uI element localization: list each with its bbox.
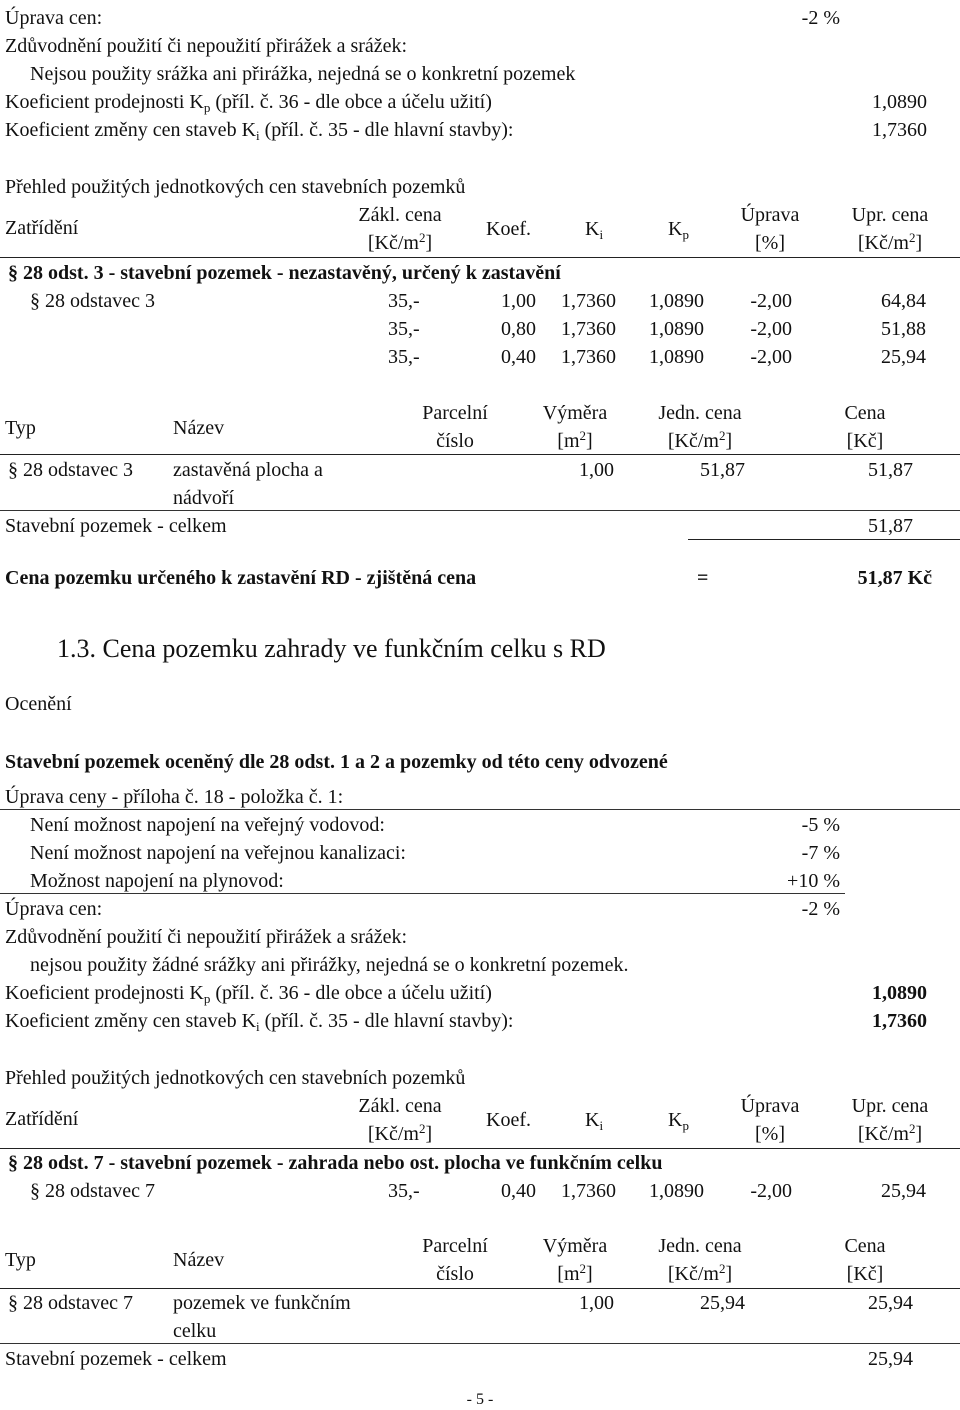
cell-zakl: 35,- <box>388 1180 420 1202</box>
prehled-title: Přehled použitých jednotkových cen stavebních pozemků <box>5 176 466 198</box>
page-number: - 5 - <box>466 1391 494 1408</box>
col-koef: Koef. <box>486 1109 531 1131</box>
koeficient-zmeny-label: Koeficient změny cen staveb $K_i$ (příl. č. 35 - dle hlavní stavby): <box>5 119 514 143</box>
col-uprava-unit: [%] <box>755 1123 785 1145</box>
col-upr-cena-unit: $[Kč/m^2]$ <box>857 1121 923 1145</box>
item-vymera: 1,00 <box>579 1292 614 1314</box>
uprava-cen-value: -2 % <box>801 7 840 29</box>
uprava-cen-label: Úprava cen: <box>5 7 103 29</box>
col-uprava: Úprava <box>740 204 800 226</box>
section-subtitle: Stavební pozemek oceněný dle 28 odst. 1 a 2 a pozemky od této ceny odvozené <box>5 751 668 773</box>
col-zatrideni: Zatřídění <box>5 217 79 239</box>
divider <box>0 1288 960 1289</box>
adjustment-label: Možnost napojení na plynovod: <box>30 870 284 892</box>
divider <box>0 809 960 810</box>
col-jedn-cena: Jedn. cena <box>658 1235 742 1257</box>
row-label: § 28 odstavec 3 <box>30 290 155 312</box>
item-typ: § 28 odstavec 3 <box>8 459 133 481</box>
item-cena: 51,87 <box>868 459 913 481</box>
celkem-value: 51,87 <box>868 515 913 537</box>
uprava-cen-label: Úprava cen: <box>5 898 103 920</box>
item-typ: § 28 odstavec 7 <box>8 1292 133 1314</box>
celkem-label: Stavební pozemek - celkem <box>5 515 227 537</box>
col-jedn-cena-unit: $[Kč/m^2]$ <box>667 428 733 452</box>
cell-kp: 1,0890 <box>649 346 704 368</box>
col-vymera: Výměra <box>542 402 608 424</box>
category-heading: § 28 odst. 7 - stavební pozemek - zahrada nebo ost. plocha ve funkčním celku <box>8 1152 663 1174</box>
col-parcelni-cislo: číslo <box>436 1263 474 1285</box>
cell-upr-cena: 51,88 <box>881 318 926 340</box>
cell-kp: 1,0890 <box>649 318 704 340</box>
celkem-value: 25,94 <box>868 1348 913 1370</box>
uprava-ceny-label: Úprava ceny - příloha č. 18 - položka č. 1: <box>5 786 344 808</box>
cell-koef: 0,40 <box>501 346 536 368</box>
adjustment-value: +10 % <box>787 870 840 892</box>
item-nazev: zastavěná plocha a <box>173 459 323 481</box>
item-jedn-cena: 51,87 <box>700 459 745 481</box>
col-zakl-cena: Zákl. cena <box>358 204 442 226</box>
col-zakl-cena: Zákl. cena <box>358 1095 442 1117</box>
koeficient-prodejnosti-label: Koeficient prodejnosti $K_p$ (příl. č. 36 - dle obce a účelu užití) <box>5 91 492 115</box>
cell-uprava: -2,00 <box>750 346 792 368</box>
cell-ki: 1,7360 <box>561 318 616 340</box>
col-nazev: Název <box>173 1249 225 1271</box>
divider <box>0 1148 960 1149</box>
section-title: 1.3. Cena pozemku zahrady ve funkčním celku s RD <box>57 634 606 663</box>
cell-uprava: -2,00 <box>750 1180 792 1202</box>
col-uprava-unit: [%] <box>755 232 785 254</box>
col-cena: Cena <box>844 402 886 424</box>
col-zakl-cena-unit: $[Kč/m^2]$ <box>367 1121 433 1145</box>
koeficient-zmeny-value: 1,7360 <box>872 119 927 141</box>
col-parcelni: Parcelní <box>422 402 488 424</box>
cell-koef: 1,00 <box>501 290 536 312</box>
adjustment-label: Není možnost napojení na veřejnou kanalizaci: <box>30 842 406 864</box>
col-vymera-unit: $[m^2]$ <box>557 428 593 452</box>
cell-kp: 1,0890 <box>649 290 704 312</box>
col-upr-cena-unit: $[Kč/m^2]$ <box>857 230 923 254</box>
adjustment-value: -5 % <box>801 814 840 836</box>
col-upr-cena: Upr. cena <box>851 1095 929 1117</box>
col-kp: $K_p$ <box>668 1109 689 1133</box>
cell-zakl: 35,- <box>388 346 420 368</box>
divider <box>0 893 845 894</box>
col-koef: Koef. <box>486 218 531 240</box>
summary-equals: = <box>697 567 709 589</box>
zduvodneni-label: Zdůvodnění použití či nepoužití přirážek a srážek: <box>5 926 408 948</box>
item-nazev: pozemek ve funkčním <box>173 1292 351 1314</box>
cell-ki: 1,7360 <box>561 1180 616 1202</box>
col-typ: Typ <box>5 417 36 439</box>
paragraph-icon: § <box>30 1180 40 1202</box>
col-ki: $K_i$ <box>585 1109 604 1133</box>
divider <box>0 257 960 258</box>
cell-ki: 1,7360 <box>561 346 616 368</box>
zduvodneni-text: Nejsou použity srážka ani přirážka, nejedná se o konkretní pozemek <box>30 63 576 85</box>
cell-koef: 0,80 <box>501 318 536 340</box>
cell-zakl: 35,- <box>388 318 420 340</box>
zduvodneni-label: Zdůvodnění použití či nepoužití přirážek a srážek: <box>5 35 408 57</box>
cell-upr-cena: 64,84 <box>881 290 926 312</box>
cell-uprava: -2,00 <box>750 318 792 340</box>
divider <box>0 454 960 455</box>
item-nazev-2: celku <box>173 1320 217 1342</box>
koeficient-zmeny-value: 1,7360 <box>872 1010 927 1032</box>
cell-zakl: 35,- <box>388 290 420 312</box>
koeficient-prodejnosti-label: Koeficient prodejnosti $K_p$ (příl. č. 36 - dle obce a účelu užití) <box>5 982 492 1006</box>
row-label: § 28 odstavec 7 <box>30 1180 155 1202</box>
col-upr-cena: Upr. cena <box>851 204 929 226</box>
col-vymera: Výměra <box>542 1235 608 1257</box>
col-zatrideni: Zatřídění <box>5 1108 79 1130</box>
col-kp: $K_p$ <box>668 218 689 242</box>
col-cena-unit: [Kč] <box>846 1263 884 1285</box>
paragraph-icon: § <box>8 1152 18 1174</box>
category-heading: § 28 odst. 3 - stavební pozemek - nezastavěný, určený k zastavění <box>8 262 561 284</box>
zduvodneni-text: nejsou použity žádné srážky ani přirážky, nejedná se o konkretní pozemek. <box>30 954 629 976</box>
paragraph-icon: § <box>8 262 18 284</box>
col-jedn-cena-unit: $[Kč/m^2]$ <box>667 1261 733 1285</box>
item-jedn-cena: 25,94 <box>700 1292 745 1314</box>
uprava-cen-value: -2 % <box>801 898 840 920</box>
adjustment-value: -7 % <box>801 842 840 864</box>
col-ki: $K_i$ <box>585 218 604 242</box>
col-zakl-cena-unit: $[Kč/m^2]$ <box>367 230 433 254</box>
col-jedn-cena: Jedn. cena <box>658 402 742 424</box>
koeficient-prodejnosti-value: 1,0890 <box>872 982 927 1004</box>
summary-value: 51,87 Kč <box>857 567 932 589</box>
prehled-title: Přehled použitých jednotkových cen stavebních pozemků <box>5 1067 466 1089</box>
divider <box>0 1343 960 1344</box>
cell-uprava: -2,00 <box>750 290 792 312</box>
koeficient-prodejnosti-value: 1,0890 <box>872 91 927 113</box>
item-vymera: 1,00 <box>579 459 614 481</box>
paragraph-icon: § <box>8 459 18 481</box>
col-nazev: Název <box>173 417 225 439</box>
item-cena: 25,94 <box>868 1292 913 1314</box>
cell-koef: 0,40 <box>501 1180 536 1202</box>
celkem-label: Stavební pozemek - celkem <box>5 1348 227 1370</box>
summary-label: Cena pozemku určeného k zastavění RD - zjištěná cena <box>5 567 477 589</box>
col-cena-unit: [Kč] <box>846 430 884 452</box>
oceneni-label: Ocenění <box>5 693 72 715</box>
total-underline <box>688 539 960 540</box>
adjustment-label: Není možnost napojení na veřejný vodovod: <box>30 814 385 836</box>
col-cena: Cena <box>844 1235 886 1257</box>
col-parcelni: Parcelní <box>422 1235 488 1257</box>
cell-kp: 1,0890 <box>649 1180 704 1202</box>
col-typ: Typ <box>5 1249 36 1271</box>
cell-ki: 1,7360 <box>561 290 616 312</box>
item-nazev-2: nádvoří <box>173 487 235 509</box>
col-uprava: Úprava <box>740 1095 800 1117</box>
col-parcelni-cislo: číslo <box>436 430 474 452</box>
cell-upr-cena: 25,94 <box>881 346 926 368</box>
paragraph-icon: § <box>30 290 40 312</box>
paragraph-icon: § <box>8 1292 18 1314</box>
koeficient-zmeny-label: Koeficient změny cen staveb $K_i$ (příl. č. 35 - dle hlavní stavby): <box>5 1010 514 1034</box>
col-vymera-unit: $[m^2]$ <box>557 1261 593 1285</box>
divider <box>0 510 960 511</box>
cell-upr-cena: 25,94 <box>881 1180 926 1202</box>
